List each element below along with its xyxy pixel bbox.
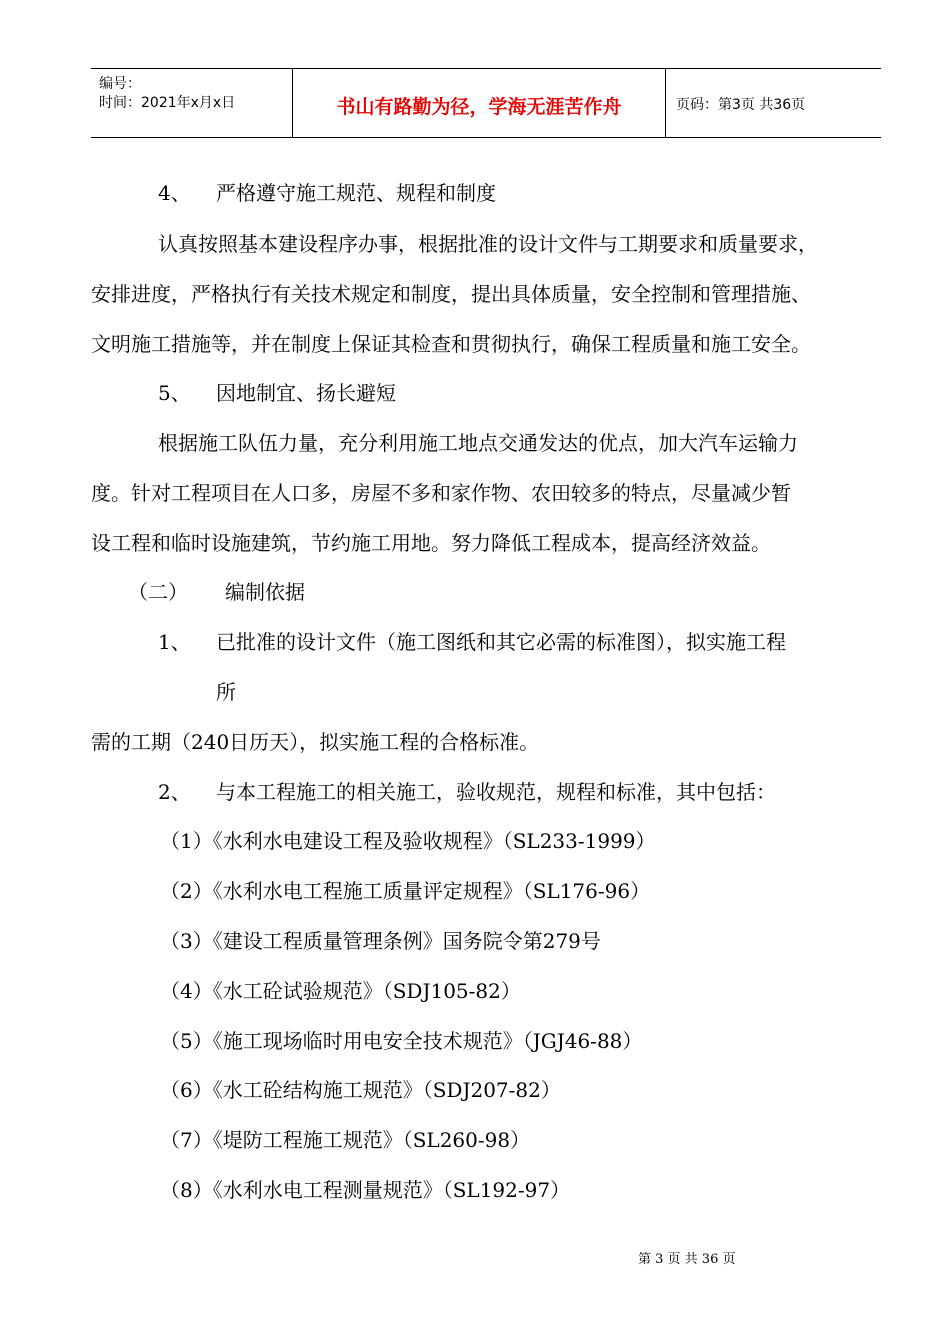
reference-item: （7）《堤防工程施工规范》（SL260-98） [160,1128,531,1152]
paragraph-2-line-2: 度。针对工程项目在人口多，房屋不多和家作物、农田较多的特点，尽量减少暂 [91,481,791,505]
paragraph-1-line-2: 安排进度，严格执行有关技术规定和制度，提出具体质量，安全控制和管理措施、 [91,282,811,306]
item-4-number: 4、 [158,181,191,205]
reference-item: （1）《水利水电建设工程及验收规程》（SL233-1999） [160,829,656,853]
item-4-title: 严格遵守施工规范、规程和制度 [216,181,496,205]
header-page-number: 页码：第3页 共36页 [676,97,806,113]
basis-1-line-3: 需的工期（240日历天），拟实施工程的合格标准。 [91,730,540,754]
basis-1-line-2: 所 [216,680,236,704]
header-right-cell [666,69,881,137]
basis-2-number: 2、 [158,780,191,804]
paragraph-1-line-1: 认真按照基本建设程序办事，根据批准的设计文件与工期要求和质量要求， [158,232,818,256]
reference-item: （4）《水工砼试验规范》（SDJ105-82） [160,979,521,1003]
header-left-cell [91,69,293,137]
reference-item: （8）《水利水电工程测量规范》（SL192-97） [160,1178,571,1202]
page-header [91,68,881,138]
header-middle-cell [293,69,666,137]
section-2-title: 编制依据 [225,580,305,604]
paragraph-1-line-3: 文明施工措施等，并在制度上保证其检查和贯彻执行，确保工程质量和施工安全。 [91,332,811,356]
header-motto: 书山有路勤为径，学海无涯苦作舟 [336,96,622,118]
document-number-label: 编号： [99,76,141,92]
basis-2-line-1: 与本工程施工的相关施工，验收规范，规程和标准，其中包括： [216,780,776,804]
paragraph-2-line-1: 根据施工队伍力量，充分利用施工地点交通发达的优点，加大汽车运输力 [158,431,798,455]
reference-item: （3）《建设工程质量管理条例》国务院令第279号 [160,929,601,953]
paragraph-2-line-3: 设工程和临时设施建筑，节约施工用地。努力降低工程成本，提高经济效益。 [91,531,771,555]
footer-page-number: 第 3 页 共 36 页 [638,1252,736,1267]
basis-1-number: 1、 [158,630,191,654]
section-2-number: （二） [128,580,188,604]
reference-item: （6）《水工砼结构施工规范》（SDJ207-82） [160,1078,561,1102]
document-time-label: 时间：2021年x月x日 [99,95,236,111]
item-5-number: 5、 [158,381,191,405]
reference-item: （5）《施工现场临时用电安全技术规范》（JGJ46-88） [160,1029,643,1053]
reference-item: （2）《水利水电工程施工质量评定规程》（SL176-96） [160,879,651,903]
basis-1-line-1: 已批准的设计文件（施工图纸和其它必需的标准图），拟实施工程 [216,630,786,654]
item-5-title: 因地制宜、扬长避短 [216,381,396,405]
